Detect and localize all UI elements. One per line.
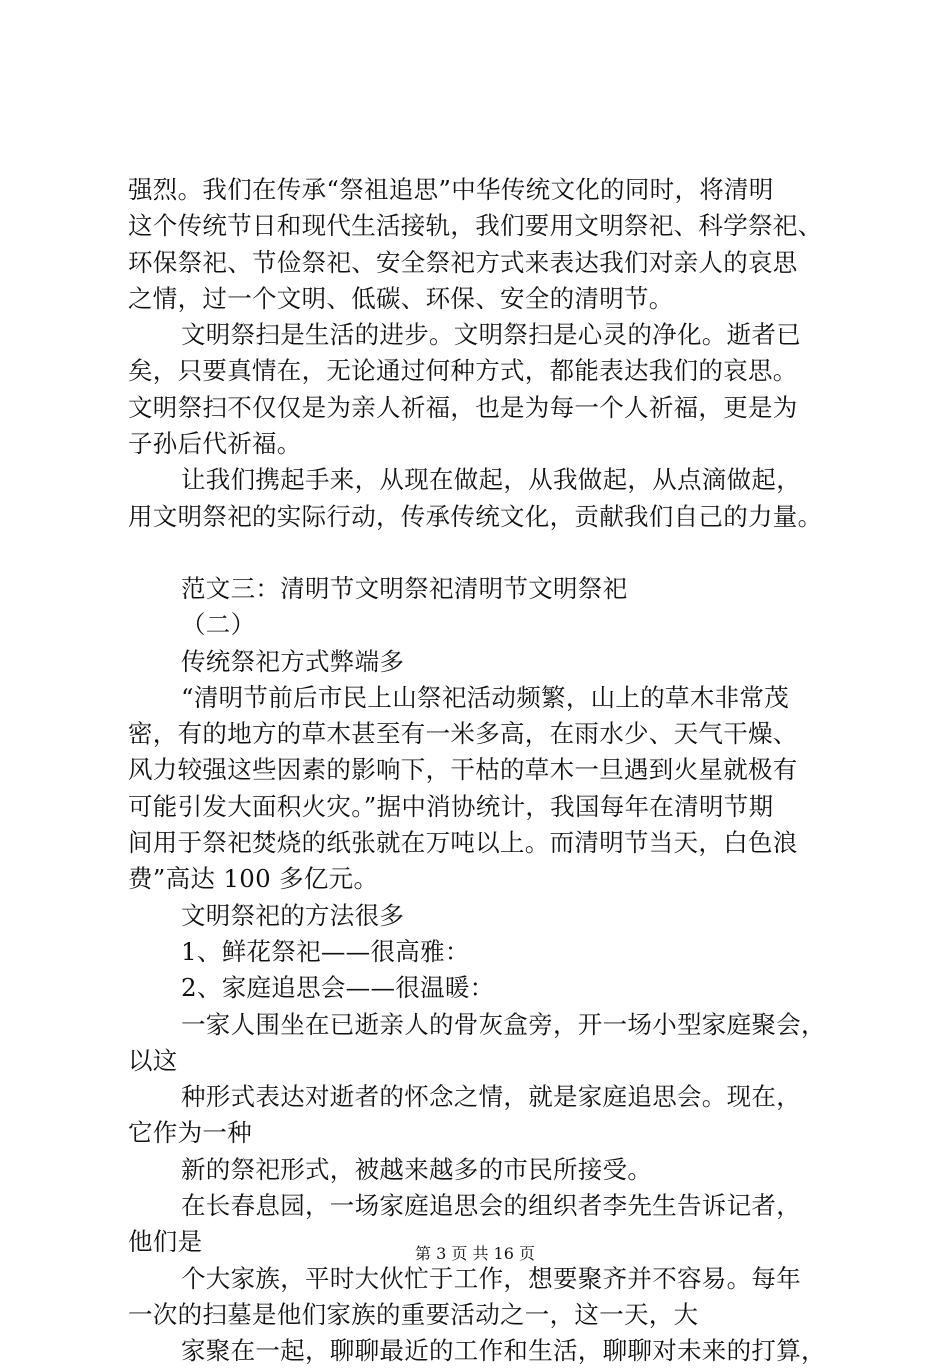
- text-line: 2、家庭追思会——很温暖：: [181, 973, 495, 1003]
- text-line: 间用于祭祀焚烧的纸张就在万吨以上。而清明节当天，白色浪: [128, 828, 798, 858]
- section-gap: [128, 535, 848, 571]
- text-line: 以这: [128, 1045, 178, 1075]
- text-line: 强烈。我们在传承“祭祖追思”中华传统文化的同时，将清明: [128, 175, 774, 204]
- text-line: 费”高达 100 多亿元。: [128, 864, 379, 894]
- text-line: 密，有的地方的草木甚至有一米多高，在雨水少、天气干燥、: [128, 719, 798, 749]
- text-line: 文明祭扫是生活的进步。文明祭扫是心灵的净化。逝者已: [181, 320, 801, 350]
- paragraph-block-1: [128, 172, 848, 535]
- text-line: 家聚在一起，聊聊最近的工作和生活，聊聊对未来的打算，: [181, 1336, 826, 1366]
- text-line: 矣，只要真情在，无论通过何种方式，都能表达我们的哀思。: [128, 356, 798, 386]
- text-line: 文明祭扫不仅仅是为亲人祈福，也是为每一个人祈福，更是为: [128, 392, 798, 422]
- text-line: 他们是: [128, 1227, 203, 1257]
- text-line: 传统祭祀方式弊端多: [181, 646, 405, 676]
- text-line: 这个传统节日和现代生活接轨，我们要用文明祭祀、科学祭祀、: [128, 211, 823, 241]
- text-line: 可能引发大面积火灾。”据中消协统计，我国每年在清明节期: [128, 791, 774, 821]
- text-line: 环保祭祀、节俭祭祀、安全祭祀方式来表达我们对亲人的哀思: [128, 247, 798, 277]
- text-line: （二）: [181, 610, 256, 640]
- text-line: 风力较强这些因素的影响下，干枯的草木一旦遇到火星就极有: [128, 755, 798, 785]
- text-line: 子孙后代祈福。: [128, 429, 302, 459]
- text-line: 在长春息园，一场家庭追思会的组织者李先生告诉记者，: [181, 1191, 801, 1221]
- text-line: 让我们携起手来，从现在做起，从我做起，从点滴做起，: [181, 465, 801, 495]
- text-line: “清明节前后市民上山祭祀活动频繁，山上的草木非常茂: [181, 682, 790, 712]
- page-footer: 第 3 页 共 16 页: [415, 1244, 535, 1263]
- text-line: 种形式表达对逝者的怀念之情，就是家庭追思会。现在，: [181, 1082, 801, 1112]
- text-line: 个大家族，平时大伙忙于工作，想要聚齐并不容易。每年: [181, 1263, 801, 1293]
- text-line: 1、鲜花祭祀——很高雅：: [181, 936, 470, 966]
- text-line: 一次的扫墓是他们家族的重要活动之一，这一天，大: [128, 1299, 699, 1329]
- text-line: 范文三：清明节文明祭祀清明节文明祭祀: [181, 573, 628, 603]
- text-line: 用文明祭祀的实际行动，传承传统文化，贡献我们自己的力量。: [128, 501, 823, 531]
- text-line: 它作为一种: [128, 1118, 252, 1148]
- text-line: 文明祭祀的方法很多: [181, 900, 405, 930]
- text-line: 之情，过一个文明、低碳、环保、安全的清明节。: [128, 283, 674, 313]
- text-line: 一家人围坐在已逝亲人的骨灰盒旁，开一场小型家庭聚会，: [181, 1009, 826, 1039]
- document-body: [128, 172, 848, 1370]
- text-line: 新的祭祀形式，被越来越多的市民所接受。: [181, 1154, 653, 1184]
